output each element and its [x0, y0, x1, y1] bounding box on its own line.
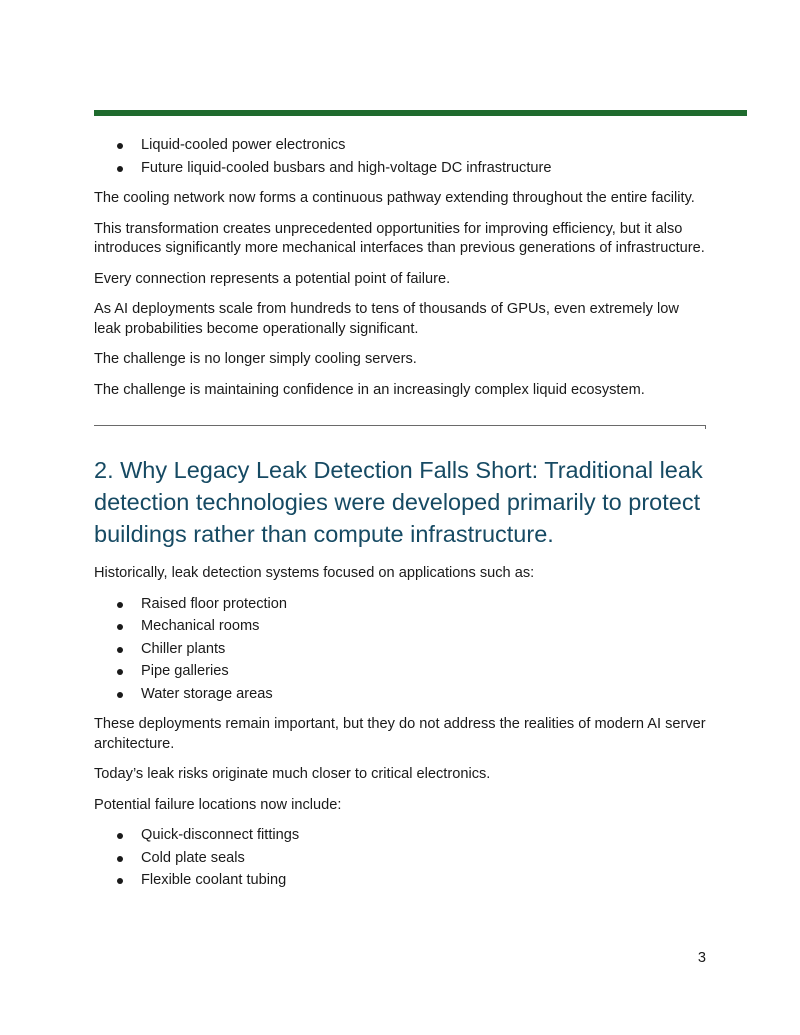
- list-item: Liquid-cooled power electronics: [94, 136, 706, 156]
- list-item: Chiller plants: [94, 640, 706, 660]
- paragraph: As AI deployments scale from hundreds to tens of thousands of GPUs, even extremely low leak probabilities become operationally significant.: [94, 301, 679, 337]
- paragraph: This transformation creates unprecedented opportunities for improving efficiency, but it also introduces significantly more mechanical interfaces than previous generations of infrastructure.: [94, 220, 705, 256]
- list-item: Water storage areas: [94, 685, 706, 705]
- list-item: Quick-disconnect fittings: [94, 826, 706, 846]
- list-item: Raised floor protection: [94, 595, 706, 615]
- paragraph: These deployments remain important, but they do not address the realities of modern AI server architecture.: [94, 716, 706, 752]
- header-rule: [94, 110, 747, 116]
- paragraph: Every connection represents a potential point of failure.: [94, 270, 451, 287]
- page-number: 3: [697, 950, 706, 966]
- section-divider: [94, 425, 706, 426]
- list-item: Flexible coolant tubing: [94, 871, 706, 891]
- page-content: [94, 136, 706, 902]
- paragraph: Historically, leak detection systems focused on applications such as:: [94, 565, 535, 581]
- list-item: Future liquid-cooled busbars and high-voltage DC infrastructure: [94, 159, 706, 179]
- paragraph: The challenge is maintaining confidence in an increasingly complex liquid ecosystem.: [94, 381, 645, 398]
- applications-list: [94, 595, 706, 705]
- paragraph: Potential failure locations now include:: [94, 796, 342, 813]
- section-heading: 2. Why Legacy Leak Detection Falls Short: Traditional leak detection technologies were developed primarily to protect buildings rather than compute infrastructure.: [94, 457, 703, 547]
- paragraph: Today’s leak risks originate much closer to critical electronics.: [94, 766, 491, 782]
- top-bullet-list: [94, 136, 706, 178]
- list-item: Mechanical rooms: [94, 617, 706, 637]
- failure-locations-list: [94, 826, 706, 891]
- paragraph: The challenge is no longer simply cooling servers.: [94, 351, 417, 367]
- list-item: Pipe galleries: [94, 662, 706, 682]
- paragraph: The cooling network now forms a continuous pathway extending throughout the entire facility.: [94, 190, 695, 206]
- list-item: Cold plate seals: [94, 849, 706, 869]
